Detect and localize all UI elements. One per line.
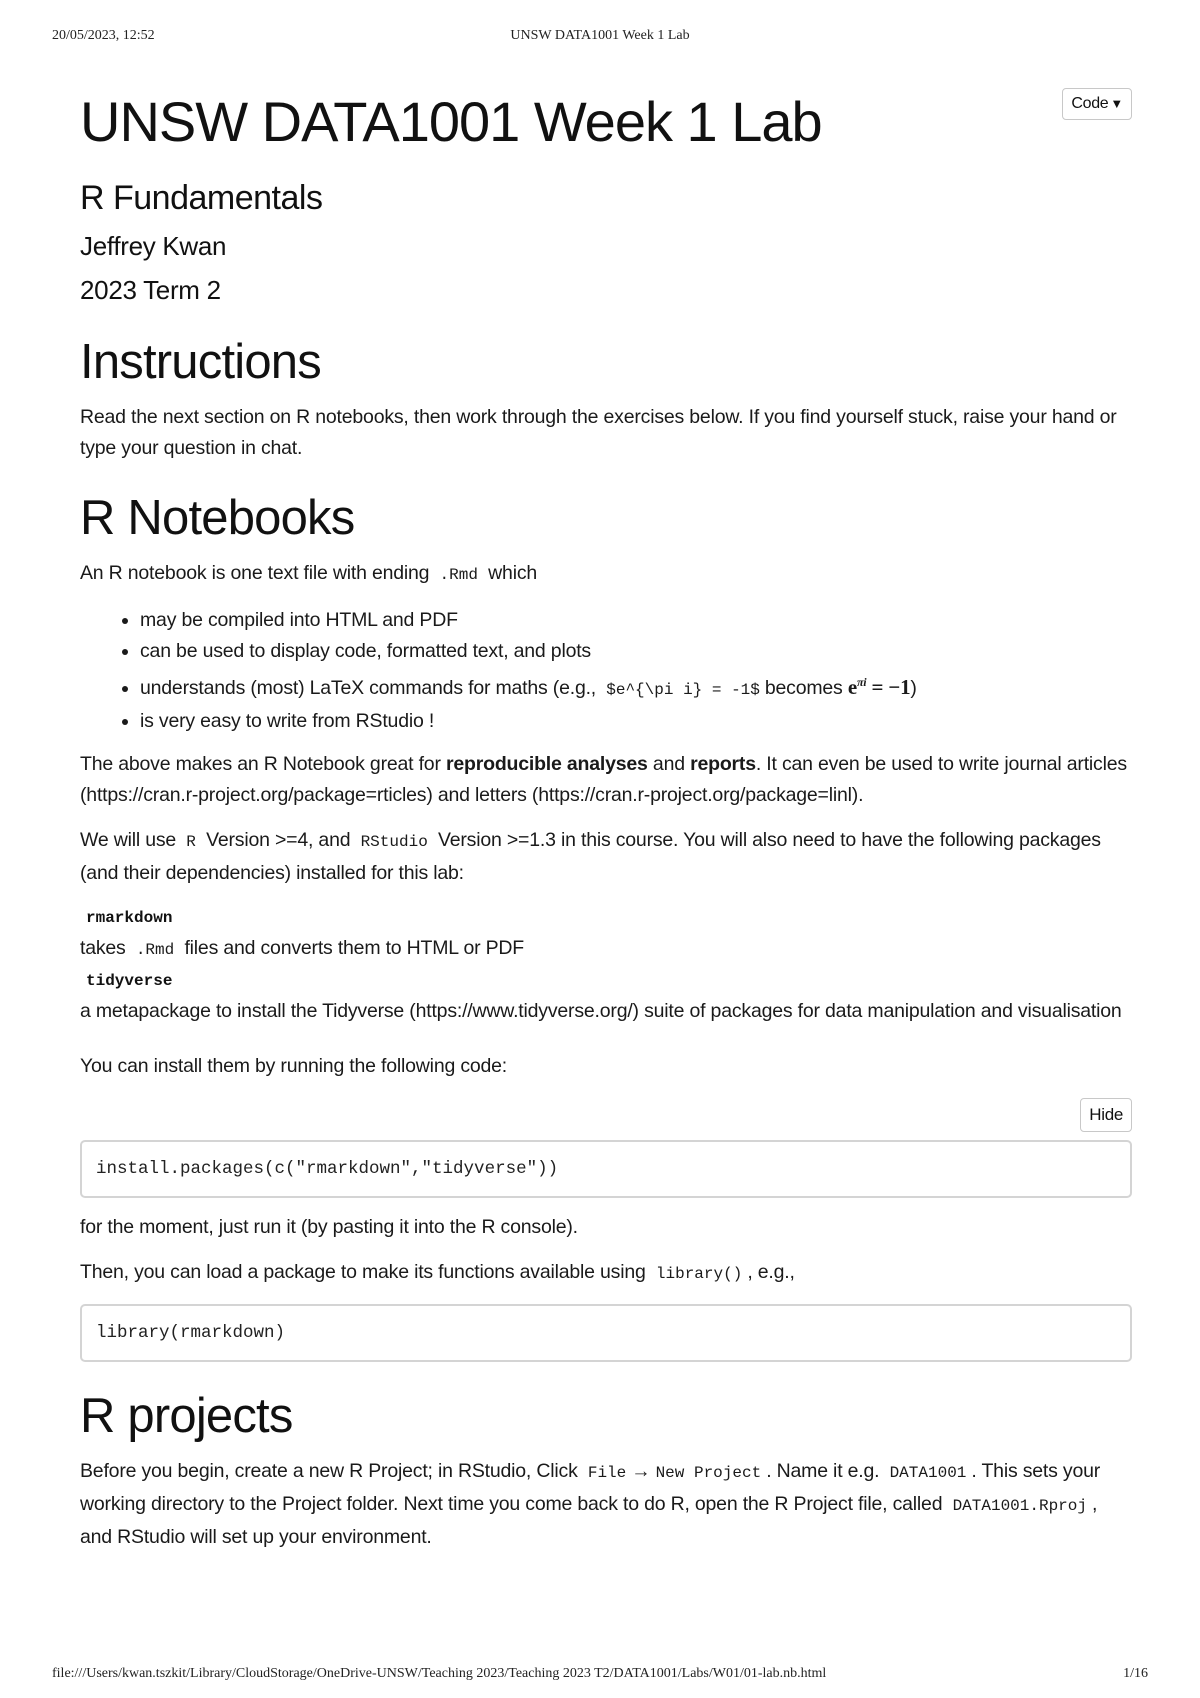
notebooks-paragraph-2: The above makes an R Notebook great for reproducible analyses and reports. It can even be used to write journal articles (https://cran.r-project.org/package=rticles) and letters (https://cran.r-project.org/package=linl). [80, 753, 1127, 806]
inline-code: $e^{\pi i} = -1$ [606, 681, 760, 699]
moment-text: for the moment, just run it (by pasting it into the R console). [80, 1216, 578, 1238]
inline-code: .Rmd [439, 566, 478, 584]
notebook-features-list [80, 605, 1132, 737]
package-desc-rmarkdown: takes .Rmd files and converts them to HTML or PDF [80, 937, 524, 959]
r-notebooks-heading: R Notebooks [80, 491, 355, 545]
notebook-page [80, 80, 1132, 1567]
page-subtitle: R Fundamentals [80, 179, 323, 217]
projects-text: Before you begin, create a new R Project; in RStudio, Click File → New Project . Name it e.g. DATA1001 . This sets your working directory to the Project folder. Next time you come back to do R, open the R Project file, called DATA1001.Rproj , and RStudio will set up your environment. [80, 1460, 1101, 1548]
install-instruction: You can install them by running the following code: [80, 1055, 508, 1077]
inline-code: New Project [655, 1464, 762, 1482]
library-instruction: Then, you can load a package to make its functions available using library() , e.g., [80, 1261, 795, 1283]
inline-code: R [186, 833, 196, 851]
inline-code: library() [655, 1265, 743, 1283]
package-name-rmarkdown: rmarkdown [86, 909, 173, 927]
page-title: UNSW DATA1001 Week 1 Lab [80, 90, 822, 153]
print-timestamp: 20/05/2023, 12:52 [52, 28, 155, 43]
package-list [80, 903, 1132, 1027]
instructions-heading: Instructions [80, 335, 321, 389]
author: Jeffrey Kwan [80, 231, 227, 261]
instructions-text: Read the next section on R notebooks, then work through the exercises below. If you find yourself stuck, raise your hand or type your question in chat. [80, 406, 1117, 459]
arrow-right-icon: → [631, 1460, 651, 1482]
print-page-number: 1/16 [1123, 1666, 1148, 1681]
code-menu-label: Code [1071, 95, 1109, 112]
date: 2023 Term 2 [80, 275, 221, 305]
code-block-library[interactable] [80, 1304, 1132, 1362]
code-menu-button[interactable] [1062, 88, 1132, 120]
hide-row [80, 1098, 1132, 1138]
notebooks-paragraph-3: We will use R Version >=4, and RStudio Version >=1.3 in this course. You will also need to have the following packages (and their dependencies) installed for this lab: [80, 829, 1101, 884]
caret-down-icon: ▼ [1110, 96, 1123, 111]
list-item: • is very easy to write from RStudio ! [140, 706, 1132, 737]
inline-code: RStudio [360, 833, 428, 851]
code-text: library(rmarkdown) [96, 1323, 286, 1343]
inline-code: DATA1001 [889, 1464, 967, 1482]
code-text: install.packages(c("rmarkdown","tidyverse")) [96, 1159, 559, 1179]
print-header [52, 28, 1148, 48]
inline-code: DATA1001.Rproj [952, 1497, 1087, 1515]
r-projects-heading: R projects [80, 1389, 293, 1443]
list-item: • can be used to display code, formatted text, and plots [140, 636, 1132, 667]
list-item: • may be compiled into HTML and PDF [140, 605, 1132, 636]
notebooks-intro: An R notebook is one text file with ending .Rmd which [80, 562, 538, 584]
inline-code: File [587, 1464, 627, 1482]
hide-code-button[interactable]: Hide [1080, 1098, 1132, 1132]
package-desc-tidyverse: a metapackage to install the Tidyverse (https://www.tidyverse.org/) suite of packages for data manipulation and visualisation [80, 1000, 1122, 1022]
math-equation: $e^{\pi i} = -1$ [847, 675, 911, 699]
print-footer [52, 1666, 1148, 1686]
code-block-install[interactable] [80, 1140, 1132, 1198]
package-name-tidyverse: tidyverse [86, 972, 173, 990]
print-file-path: file:///Users/kwan.tszkit/Library/CloudStorage/OneDrive-UNSW/Teaching 2023/Teaching 2023 T2/DATA1001/Labs/W01/01-lab.nb.html [52, 1666, 827, 1681]
inline-code: .Rmd [135, 941, 175, 959]
print-header-title: UNSW DATA1001 Week 1 Lab [510, 28, 690, 43]
list-item: • understands (most) LaTeX commands for maths (e.g., $e^{\pi i} = -1$ becomes $e^{\pi i} = -1$) [140, 667, 1132, 706]
